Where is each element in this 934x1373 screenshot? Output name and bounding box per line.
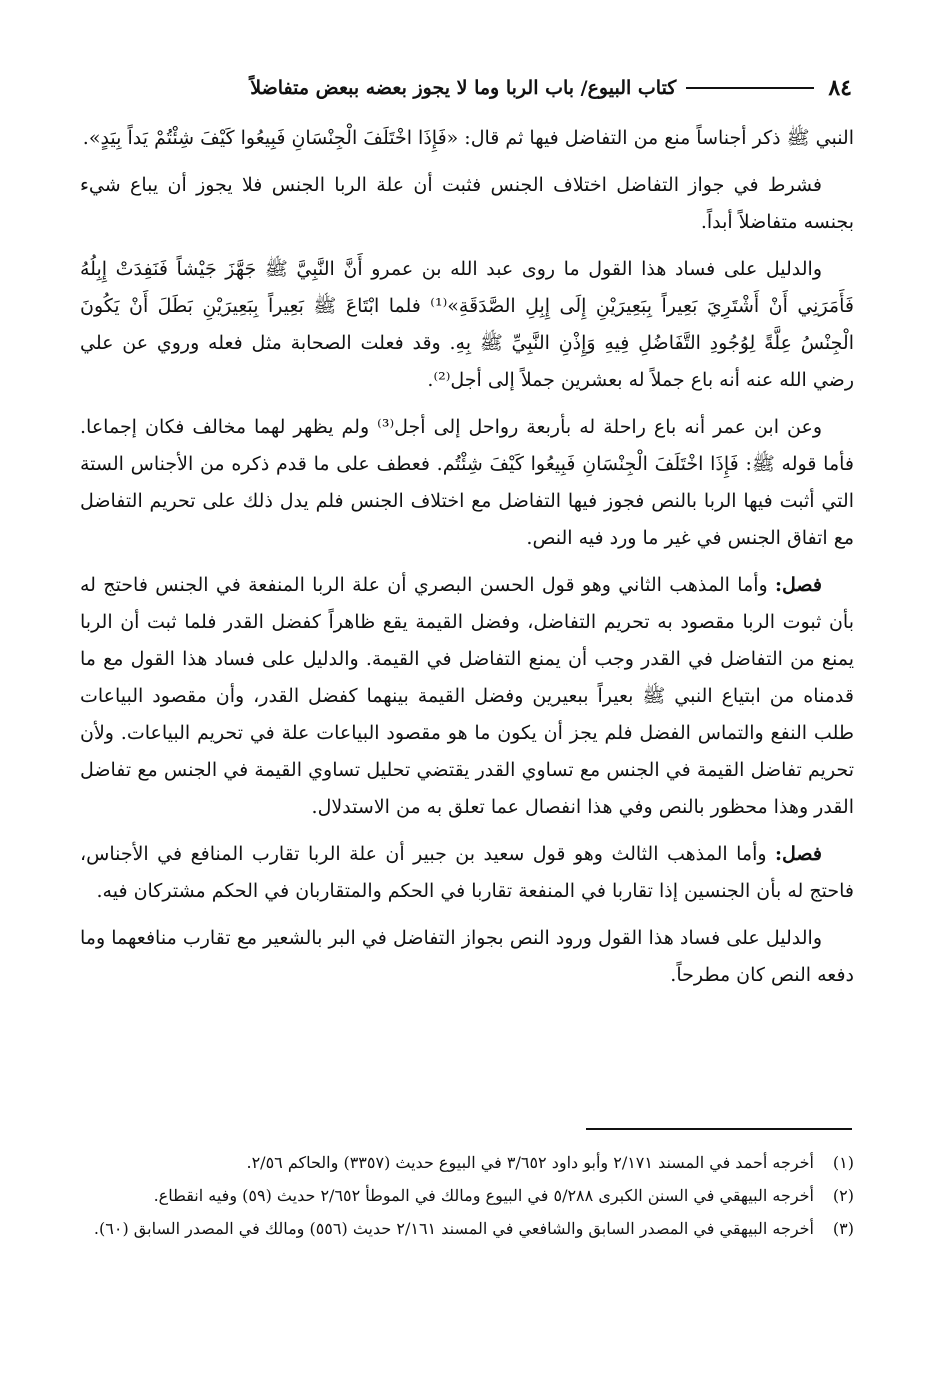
paragraph-1 — [80, 120, 854, 157]
section-heading: فصل: — [775, 843, 822, 865]
paragraph-text: وعن ابن عمر أنه باع راحلة له بأربعة رواحل إلى أجل⁽³⁾ ولم يظهر لهما مخالف فكان إجماعا. فأما قوله ﷺ: فَإِذَا اخْتَلَفَ الْجِنْسَانِ فَبِيعُوا كَيْفَ شِئْتُم. فعطف على ما قدم ذكره من الأجناس الستة التي أثبت فيها الربا بالنص فجوز فيها التفاضل مع اختلاف الجنس فلم يدل ذلك على تحريم التفاضل مع اتفاق الجنس في غير ما ورد فيه النص. — [80, 416, 854, 549]
footnote-number: (١) — [832, 1153, 854, 1172]
footnotes — [80, 1148, 854, 1247]
footnote-number: (٣) — [832, 1219, 854, 1238]
paragraph-text: وأما المذهب الثاني وهو قول الحسن البصري أن علة الربا المنفعة في الجنس فاحتج له بأن ثبوت الربا مقصود به تحريم التفاضل، وفضل القيمة يقع ظاهراً كفضل القدر فلما ثبت أن الربا يمنع من التفاضل في القدر وجب أن يمنع التفاضل في القيمة. والدليل على فساد هذا القول مع ما قدمناه من ابتياع النبي ﷺ بعيراً ببعيرين وفضل القيمة بينهما كفضل القدر، وأن مقصود البياعات طلب النفع والتماس الفضل فلم يجز أن يكون ما هو مقصود البياعات علة في تحريم البياعات. ولأن تحريم تفاضل القيمة في الجنس مع تساوي القدر يقتضي تحليل تساوي القيمة في الجنس مع تفاضل القدر وهذا محظور بالنص وفي هذا انفصال عما تعلق به من الاستدلال. — [80, 574, 854, 818]
paragraph-text: والدليل على فساد هذا القول ما روى عبد الله بن عمرو أَنَّ النَّبِيَّ ﷺ جَهَّزَ جَيْشاً فَنَفِدَتْ إِبِلُهُ فَأَمَرَنِي أَنْ أَشْتَرِيَ بَعِيراً بِبَعِيرَيْنِ إِلَى إِبِلِ الصَّدَقَةِ»⁽¹⁾ فلما ابْتَاعَ ﷺ بَعِيراً بِبَعِيرَيْنِ بَطَلَ أَنْ يَكُونَ الْجِنْسُ عِلَّةً لِوُجُودِ التَّفَاضُلِ فِيهِ وَإِذْنِ النَّبِيِّ ﷺ بِهِ. وقد فعلت الصحابة مثل فعله وروي عن علي رضي الله عنه أنه باع جملاً له بعشرين جملاً إلى أجل⁽²⁾. — [80, 258, 854, 391]
footnote-1 — [80, 1148, 854, 1177]
footnote-2 — [80, 1181, 854, 1210]
footnote-text: أخرجه أحمد في المسند ٢/١٧١ وأبو داود ٣/٦٥٢ في البيوع حديث (٣٣٥٧) والحاكم ٢/٥٦. — [246, 1153, 814, 1172]
section-heading: فصل: — [775, 574, 822, 596]
footnote-text: أخرجه البيهقي في المصدر السابق والشافعي في المسند ٢/١٦١ حديث (٥٥٦) ومالك في المصدر السابق (٦٠). — [93, 1219, 814, 1238]
header-rule — [686, 87, 814, 89]
footnote-3 — [80, 1214, 854, 1243]
footnote-separator — [586, 1128, 852, 1130]
paragraph-text: فشرط في جواز التفاضل اختلاف الجنس فثبت أن علة الربا الجنس فلا يجوز أن يباع شيء بجنسه متفاضلاً أبداً. — [80, 174, 854, 233]
paragraph-text: والدليل على فساد هذا القول ورود النص بجواز التفاضل في البر بالشعير مع تقارب منافعهما وما دفعه النص كان مطرحاً. — [80, 927, 854, 986]
paragraph-2 — [80, 167, 854, 241]
page-number: ٨٤ — [828, 75, 852, 101]
page-header — [82, 66, 852, 110]
paragraph-7 — [80, 920, 854, 994]
paragraph-6 — [80, 836, 854, 910]
paragraph-text: النبي ﷺ ذكر أجناساً منع من التفاضل فيها ثم قال: «فَإِذَا اخْتَلَفَ الْجِنْسَانِ فَبِيعُوا كَيْفَ شِئْتُمْ يَداً بِيَدٍ». — [82, 127, 854, 149]
footnote-text: أخرجه البيهقي في السنن الكبرى ٥/٢٨٨ في البيوع ومالك في الموطأ ٢/٦٥٢ حديث (٥٩) وفيه انقطاع. — [153, 1186, 814, 1205]
paragraph-5 — [80, 567, 854, 826]
main-text — [80, 120, 854, 1004]
paragraph-3 — [80, 251, 854, 399]
paragraph-text: وأما المذهب الثالث وهو قول سعيد بن جبير أن علة الربا تقارب المنافع في الأجناس، فاحتج له بأن الجنسين إذا تقاربا في المنفعة تقاربا في الحكم والمتقاربان في الحكم مشتركان فيه. — [80, 843, 854, 902]
running-title: كتاب البيوع/ باب الربا وما لا يجوز بعضه ببعض متفاضلاً — [250, 77, 677, 99]
footnote-number: (٢) — [832, 1186, 854, 1205]
paragraph-4 — [80, 409, 854, 557]
